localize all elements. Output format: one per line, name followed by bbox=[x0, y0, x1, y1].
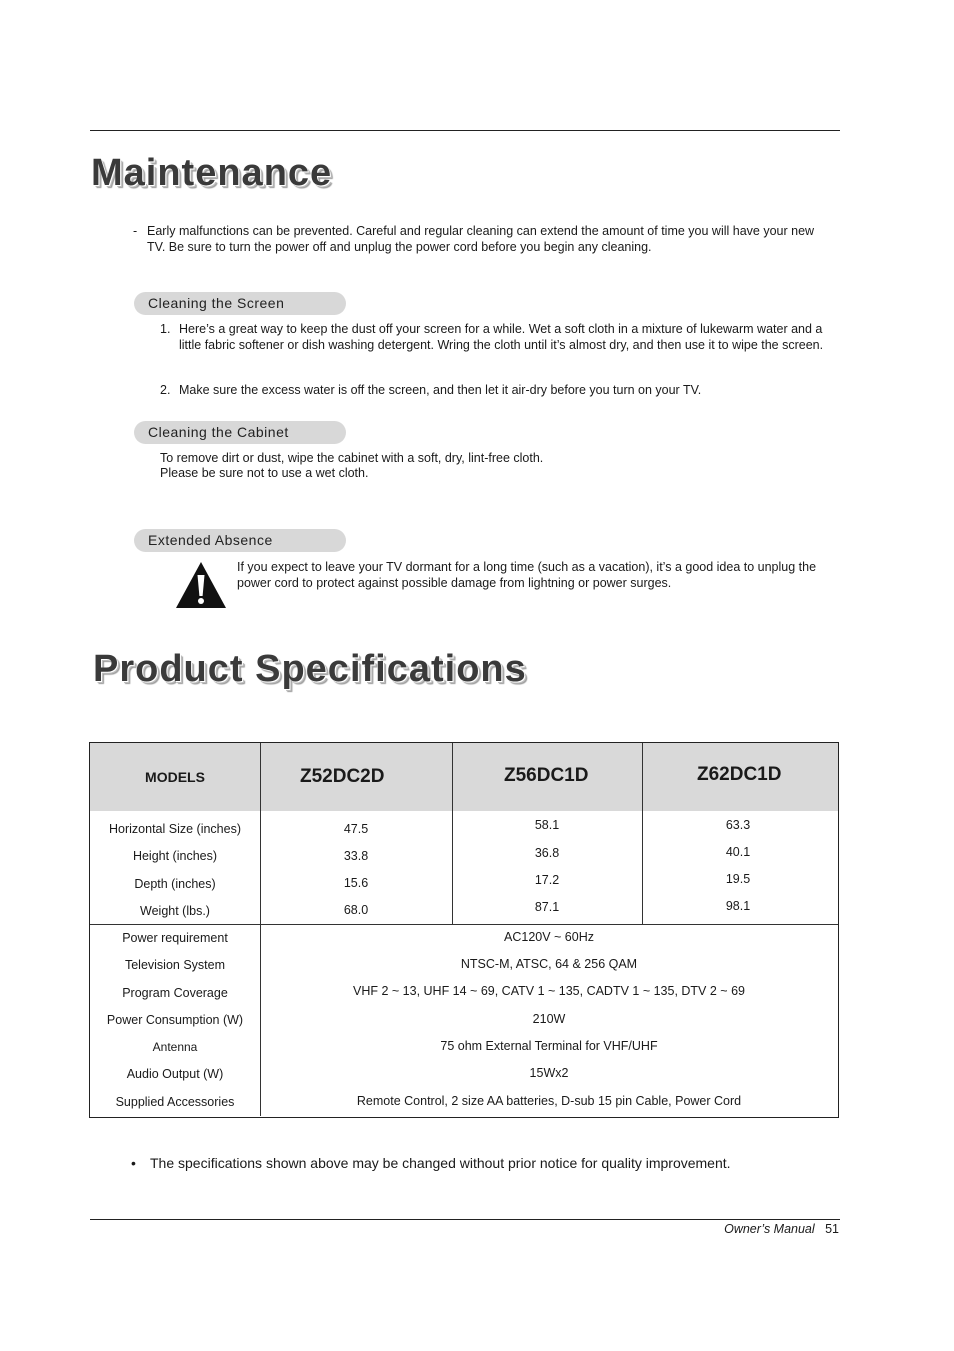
extended-absence-heading: Extended Absence bbox=[134, 529, 346, 552]
row-label: Television System bbox=[124, 958, 226, 972]
cabinet-line-1: To remove dirt or dust, wipe the cabinet with a soft, dry, lint-free cloth. bbox=[160, 451, 544, 465]
cell-value: AC120V ~ 60Hz bbox=[504, 930, 594, 944]
row-label: Supplied Accessories bbox=[115, 1095, 235, 1109]
step-number: 1. bbox=[160, 322, 171, 336]
cell-value: 87.1 bbox=[534, 900, 560, 914]
cell-value: 68.0 bbox=[343, 903, 369, 917]
step-number: 2. bbox=[160, 383, 171, 397]
maintenance-title: Maintenance bbox=[91, 152, 333, 194]
specs-note bbox=[131, 1155, 731, 1171]
list-item bbox=[160, 383, 840, 399]
step-text: Here’s a great way to keep the dust off your screen for a while. Wet a soft cloth in a mixture of lukewarm water and a little fabric softener or dish washing detergent. Wring the cloth until it’s almost dry, and then use it to wipe the screen. bbox=[179, 322, 824, 352]
cell-value: 40.1 bbox=[725, 845, 751, 859]
top-rule bbox=[90, 130, 840, 131]
cabinet-line-2: Please be sure not to use a wet cloth. bbox=[160, 466, 369, 480]
model-header: Z56DC1D bbox=[504, 765, 589, 786]
row-label: Weight (lbs.) bbox=[140, 904, 210, 918]
row-label: Horizontal Size (inches) bbox=[109, 822, 241, 836]
cell-value: 98.1 bbox=[725, 899, 751, 913]
cell-value: 36.8 bbox=[534, 846, 560, 860]
note-bullet: • bbox=[131, 1155, 136, 1171]
cell-value: 63.3 bbox=[725, 818, 751, 832]
cleaning-cabinet-heading: Cleaning the Cabinet bbox=[134, 421, 346, 444]
row-label: Depth (inches) bbox=[134, 877, 216, 891]
cell-value: 15Wx2 bbox=[529, 1066, 569, 1080]
maintenance-intro bbox=[133, 223, 823, 255]
step-text: Make sure the excess water is off the screen, and then let it air-dry before you turn on your TV. bbox=[179, 383, 702, 397]
spec-table bbox=[89, 742, 839, 1118]
cell-value: Remote Control, 2 size AA batteries, D-sub 15 pin Cable, Power Cord bbox=[356, 1094, 742, 1108]
page-number: 51 bbox=[825, 1222, 839, 1236]
cell-value: NTSC-M, ATSC, 64 & 256 QAM bbox=[460, 957, 638, 971]
cleaning-screen-heading: Cleaning the Screen bbox=[134, 292, 346, 315]
page-footer bbox=[724, 1222, 839, 1236]
intro-dash: - bbox=[133, 224, 138, 238]
cell-value: 47.5 bbox=[343, 822, 369, 836]
intro-text: Early malfunctions can be prevented. Careful and regular cleaning can extend the amount of time you will have your new TV. Be sure to turn the power off and unplug the power cord before you begin any cleaning. bbox=[147, 224, 815, 254]
cell-value: 75 ohm External Terminal for VHF/UHF bbox=[440, 1039, 658, 1053]
note-text: The specifications shown above may be changed without prior notice for quality improvement. bbox=[150, 1155, 731, 1171]
models-label: MODELS bbox=[145, 769, 205, 785]
model-header: Z52DC2D bbox=[300, 766, 385, 787]
model-header: Z62DC1D bbox=[697, 764, 782, 785]
cell-value: 19.5 bbox=[725, 872, 751, 886]
row-label: Antenna bbox=[152, 1040, 198, 1054]
cell-value: 17.2 bbox=[534, 873, 560, 887]
cell-value: 15.6 bbox=[343, 876, 369, 890]
cell-value: 33.8 bbox=[343, 849, 369, 863]
bottom-rule bbox=[90, 1219, 840, 1220]
list-item bbox=[160, 322, 840, 353]
cell-value: 58.1 bbox=[534, 818, 560, 832]
row-label: Power Consumption (W) bbox=[106, 1013, 244, 1027]
row-label: Height (inches) bbox=[132, 849, 218, 863]
row-label: Program Coverage bbox=[122, 986, 228, 1000]
cell-value: VHF 2 ~ 13, UHF 14 ~ 69, CATV 1 ~ 135, CADTV 1 ~ 135, DTV 2 ~ 69 bbox=[353, 984, 745, 998]
cell-value: 210W bbox=[532, 1012, 566, 1026]
row-label: Audio Output (W) bbox=[126, 1067, 224, 1081]
warning-icon bbox=[175, 561, 227, 609]
manual-label: Owner’s Manual bbox=[724, 1222, 815, 1236]
absence-text: If you expect to leave your TV dormant for a long time (such as a vacation), it’s a good idea to unplug the power cord to protect against possible damage from lightning or power surges. bbox=[237, 560, 817, 590]
specs-title: Product Specifications bbox=[93, 648, 527, 690]
row-label: Power requirement bbox=[122, 931, 228, 945]
